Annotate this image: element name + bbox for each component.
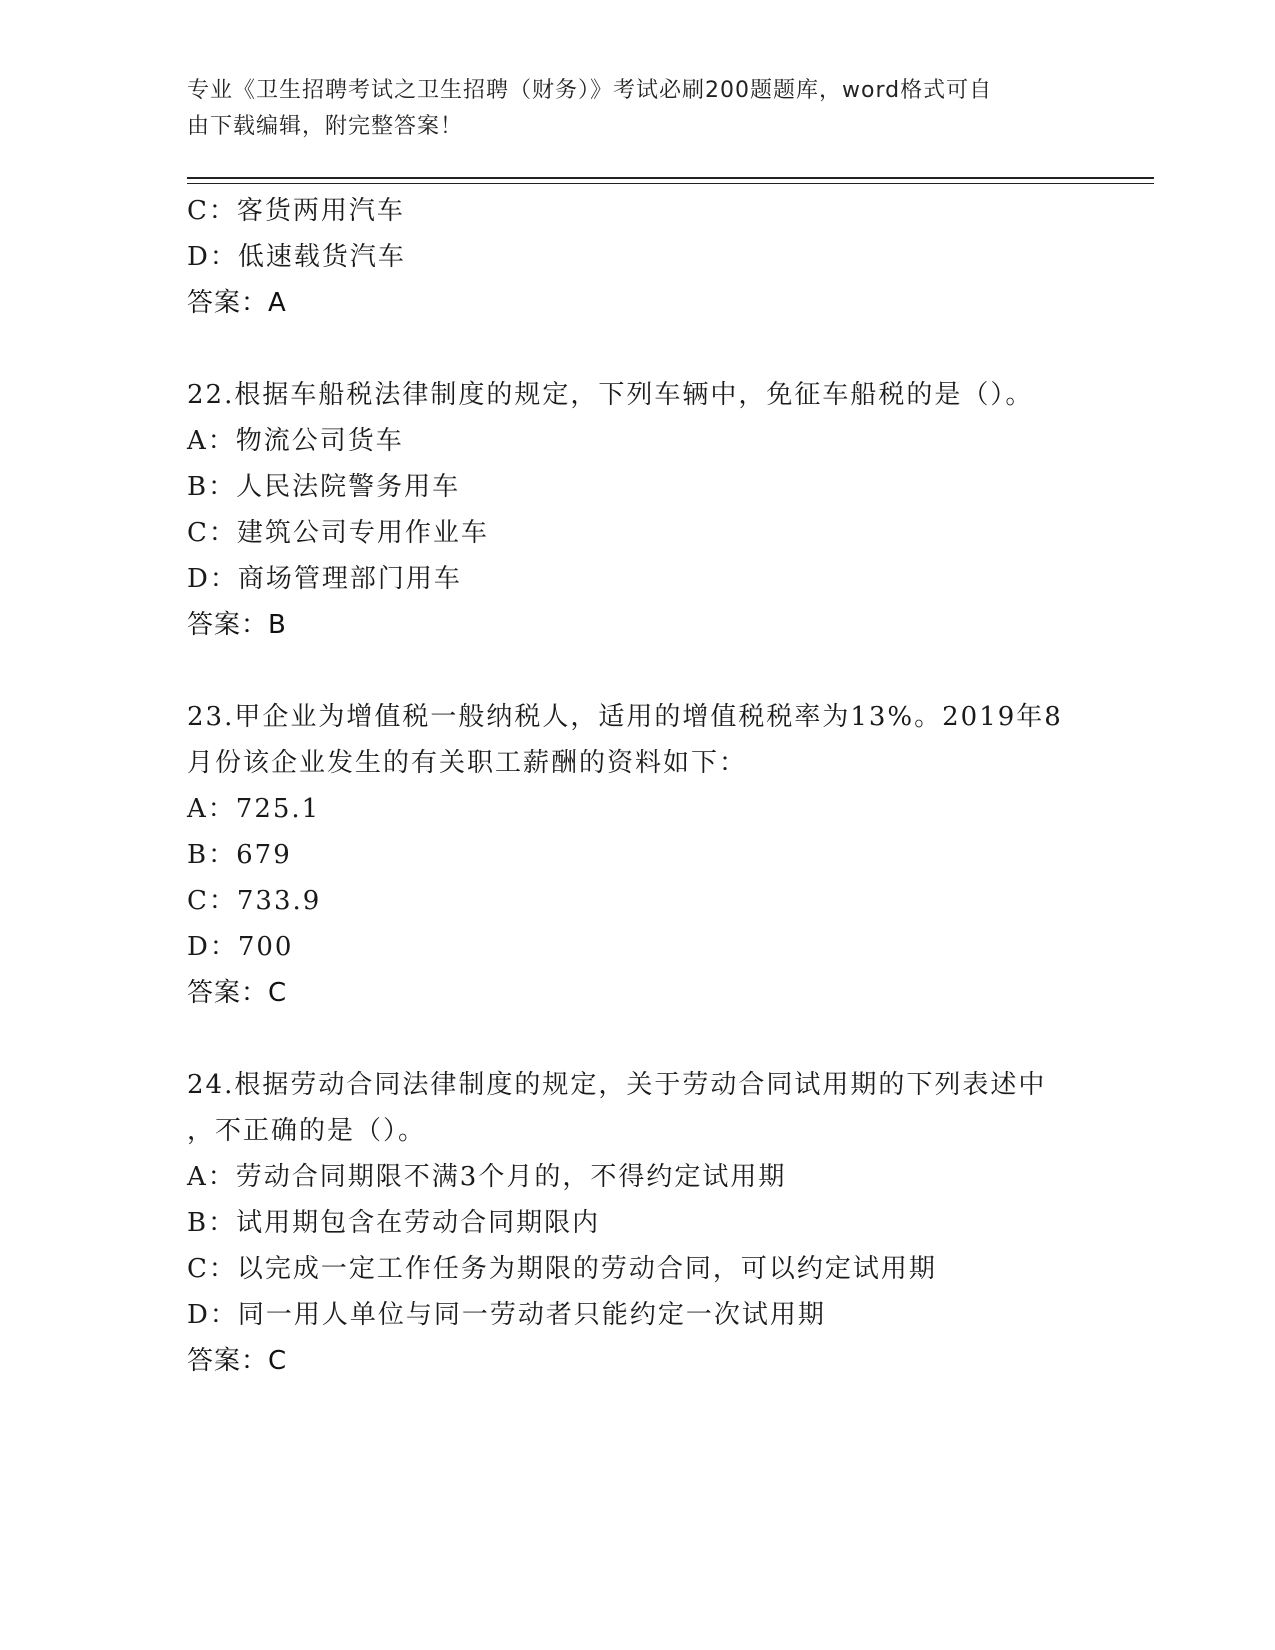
question-24 [187, 1062, 1087, 1384]
option-d: D：同一用人单位与同一劳动者只能约定一次试用期 [187, 1300, 826, 1330]
question-spacer [187, 648, 1087, 694]
option-a: A：物流公司货车 [187, 426, 404, 456]
option-b: B：试用期包含在劳动合同期限内 [187, 1208, 601, 1238]
option-d: D：700 [187, 932, 294, 962]
answer: 答案：C [187, 1346, 288, 1376]
question-stem-line-1: 23.甲企业为增值税一般纳税人，适用的增值税税率为13%。2019年8 [187, 702, 1063, 732]
answer: 答案：C [187, 978, 288, 1008]
header-line-2: 由下载编辑，附完整答案！ [187, 114, 464, 139]
option-b: B：人民法院警务用车 [187, 472, 461, 502]
question-spacer [187, 326, 1087, 372]
option-c: C：建筑公司专用作业车 [187, 518, 489, 548]
option-c: C：客货两用汽车 [187, 196, 405, 226]
answer: 答案：B [187, 610, 287, 640]
option-a: A：劳动合同期限不满3个月的，不得约定试用期 [187, 1162, 787, 1192]
header-line-1: 专业《卫生招聘考试之卫生招聘（财务）》考试必刷200题题库，word格式可自 [187, 78, 993, 103]
header-divider-thin [187, 183, 1154, 184]
question-spacer [187, 1016, 1087, 1062]
question-list [187, 188, 1087, 1384]
answer: 答案：A [187, 288, 287, 318]
question-21 [187, 188, 1087, 326]
option-d: D：低速载货汽车 [187, 242, 406, 272]
option-c: C：以完成一定工作任务为期限的劳动合同，可以约定试用期 [187, 1254, 937, 1284]
option-a: A：725.1 [187, 794, 321, 824]
option-d: D：商场管理部门用车 [187, 564, 462, 594]
document-header [187, 73, 1067, 145]
question-22 [187, 372, 1087, 648]
option-c: C：733.9 [187, 886, 322, 916]
question-stem-line-1: 24.根据劳动合同法律制度的规定，关于劳动合同试用期的下列表述中 [187, 1070, 1047, 1100]
question-23 [187, 694, 1087, 1016]
option-b: B：679 [187, 840, 292, 870]
question-stem: 22.根据车船税法律制度的规定，下列车辆中，免征车船税的是（）。 [187, 380, 1034, 410]
question-stem-line-2: ，不正确的是（）。 [187, 1116, 427, 1146]
question-stem-line-2: 月份该企业发生的有关职工薪酬的资料如下： [187, 748, 748, 778]
header-divider-thick [187, 177, 1154, 179]
